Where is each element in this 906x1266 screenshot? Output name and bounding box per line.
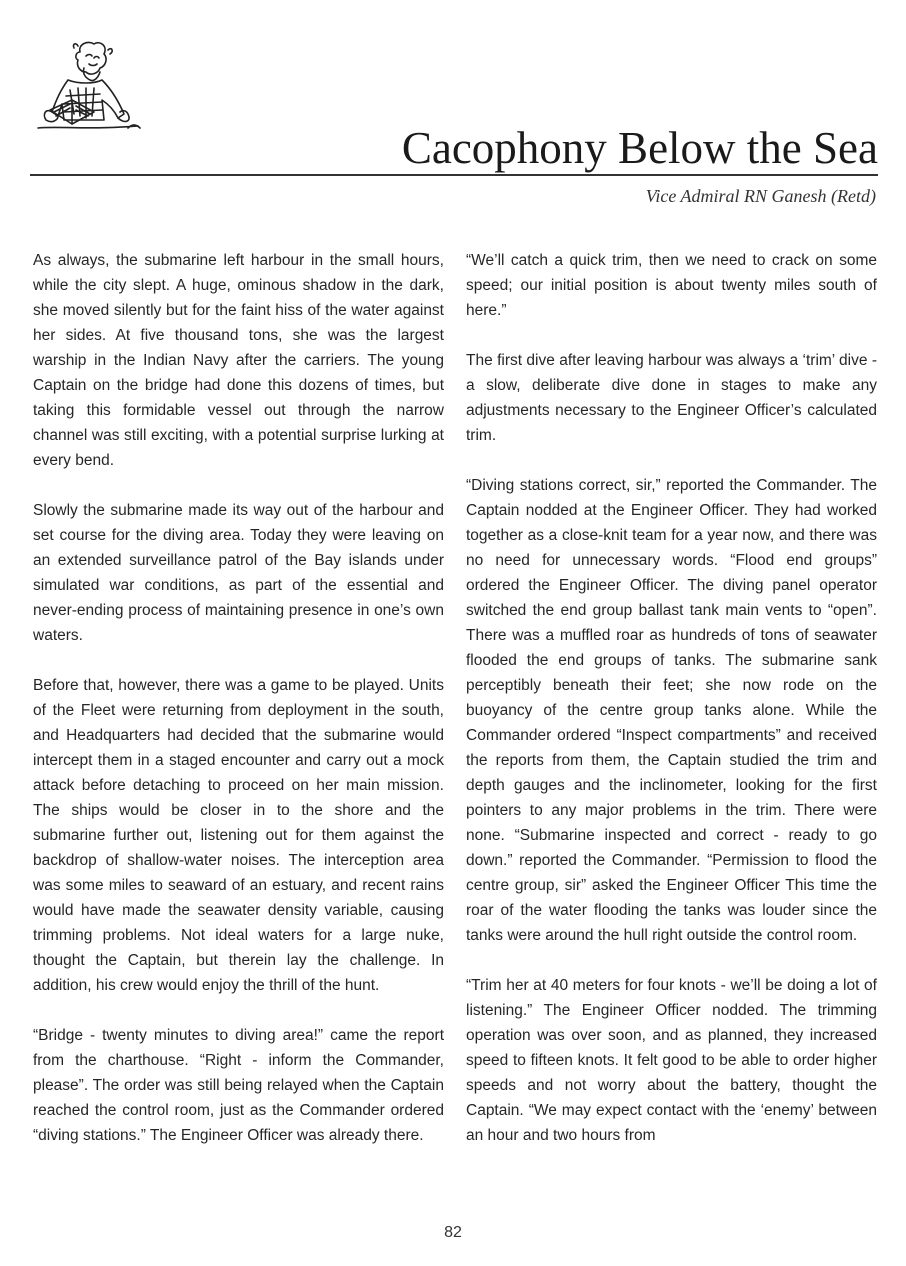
paragraph: Slowly the submarine made its way out of the harbour and set course for the diving area. Today they were leaving on an extended surveillance patrol of the Bay islands under simulated war conditions, as part of the essential and never-ending process of maintaining presence in one’s own waters. <box>33 502 444 644</box>
author-byline: Vice Admiral RN Ganesh (Retd) <box>645 186 876 206</box>
paragraph: “Diving stations correct, sir,” reported the Commander. The Captain nodded at the Engineer Officer. They had worked together as a close-knit team for a year now, and there was no need for unnecessary words. “Flood end groups” ordered the Engineer Officer. The diving panel operator switched the end group ballast tank main vents to “open”. There was a muffled roar as hundreds of tons of seawater flooded the end groups of tanks. The submarine sank perceptibly beneath their feet; she now rode on the buoyancy of the centre group tanks alone. While the Commander ordered “Inspect compartments” and received the reports from them, the Captain studied the trim and depth gauges and the inclinometer, looking for the first pointers to any major problems in the trim. There were none. “Submarine inspected and correct - ready to go down.” reported the Commander. “Permission to flood the centre group, sir” asked the Engineer Officer This time the roar of the water flooding the tanks was louder since the tanks were around the hull right outside the control room. <box>466 477 877 944</box>
paragraph: The first dive after leaving harbour was always a ‘trim’ dive - a slow, deliberate dive done in stages to make any adjustments necessary to the Engineer Officer’s calculated trim. <box>466 352 877 444</box>
paragraph: Before that, however, there was a game to be played. Units of the Fleet were returning from deployment in the south, and Headquarters had decided that the submarine would intercept them in a staged encounter and carry out a mock attack before detaching to proceed on her main mission. The ships would be closer in to the shore and the submarine further out, listening out for them against the backdrop of shallow-water noises. The interception area was some miles to seaward of an estuary, and recent rains would have made the seawater density variable, causing trimming problems. Not ideal waters for a large nuke, thought the Captain, but therein lay the challenge. In addition, his crew would enjoy the thrill of the hunt. <box>33 677 444 994</box>
page-number: 82 <box>444 1224 462 1241</box>
right-text-column <box>466 248 877 1173</box>
paragraph: “Trim her at 40 meters for four knots - we’ll be doing a lot of listening.” The Engineer Officer nodded. The trimming operation was over soon, and as planned, they increased speed to fifteen knots. It felt good to be able to order higher speeds and not worry about the battery, thought the Captain. “We may expect contact with the ‘enemy’ between an hour and two hours from <box>466 977 877 1144</box>
left-text-column <box>33 248 444 1173</box>
paragraph: As always, the submarine left harbour in the small hours, while the city slept. A huge, ominous shadow in the dark, she moved silently but for the faint hiss of the water against her sides. At five thousand tons, she was the largest warship in the Indian Navy after the carriers. The young Captain on the bridge had done this dozens of times, but taking this formidable vessel out through the narrow channel was still exciting, with a potential surprise lurking at every bend. <box>33 252 444 469</box>
paragraph: “Bridge - twenty minutes to diving area!” came the report from the charthouse. “Right - inform the Commander, please”. The order was still being relayed when the Captain reached the control room, just as the Commander ordered “diving stations.” The Engineer Officer was already there. <box>33 1027 444 1144</box>
title-divider <box>30 174 878 176</box>
paragraph: “We’ll catch a quick trim, then we need to crack on some speed; our initial position is about twenty miles south of here.” <box>466 252 877 319</box>
reading-man-illustration-icon <box>28 38 148 138</box>
article-title: Cacophony Below the Sea <box>401 123 878 173</box>
